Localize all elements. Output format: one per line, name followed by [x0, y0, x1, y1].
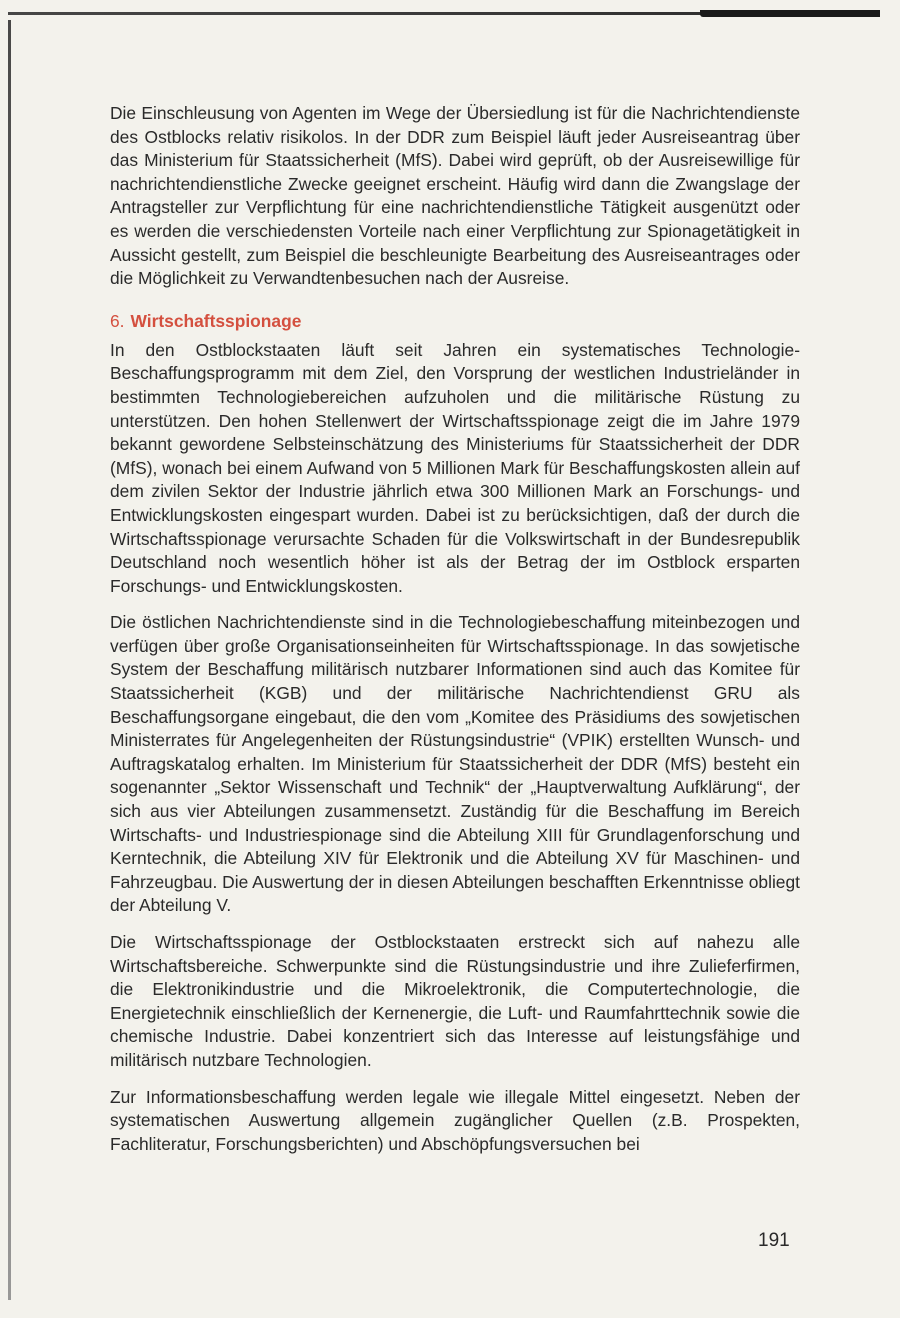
scan-edge-top-shadow: [700, 10, 880, 17]
section-title: Wirtschaftsspionage: [130, 310, 302, 331]
section-heading: [110, 309, 800, 333]
body-paragraph: Die Wirtschaftsspionage der Ostblockstaaten erstreckt sich auf nahezu alle Wirtschaftsbereiche. Schwerpunkte sind die Rüstungsindustrie und ihre Zulieferfirmen, die Elektronikindustrie und die Mikroelektronik, die Computertechnologie, die Energietechnik einschließlich der Kernenergie, die Luft- und Raumfahrttechnik sowie die chemische Industrie. Dabei konzentriert sich das Interesse auf leistungsfähige und militärisch nutzbare Technologien.: [110, 932, 800, 1070]
section-number: 6.: [110, 310, 125, 331]
body-paragraph: Zur Informationsbeschaffung werden legale wie illegale Mittel eingesetzt. Neben der systematischen Auswertung allgemein zugänglicher Quellen (z.B. Prospekten, Fachliteratur, Forschungsberichten) und Abschöpfungsversuchen bei: [110, 1086, 800, 1154]
body-paragraph: In den Ostblockstaaten läuft seit Jahren ein systematisches Technologie-Beschaffungsprogramm mit dem Ziel, den Vorsprung der westlichen Industrieländer in bestimmten Technologiebereichen aufzuholen und die militärische Rüstung zu unterstützen. Den hohen Stellenwert der Wirtschaftsspionage zeigt die im Jahre 1979 bekannt gewordene Selbsteinschätzung des Ministeriums für Staatssicherheit der DDR (MfS), wonach bei einem Aufwand von 5 Millionen Mark für Beschaffungskosten allein auf dem zivilen Sektor der Industrie jährlich etwa 300 Millionen Mark an Forschungs- und Entwicklungskosten eingespart wurden. Dabei ist zu berücksichtigen, daß der durch die Wirtschaftsspionage verursachte Schaden für die Volkswirtschaft in der Bundesrepublik Deutschland noch wesentlich höher ist als der Betrag der im Ostblock ersparten Forschungs- und Entwicklungskosten.: [110, 339, 800, 596]
intro-paragraph: Die Einschleusung von Agenten im Wege der Übersiedlung ist für die Nachrichtendienste des Ostblocks relativ risikolos. In der DDR zum Beispiel läuft jeder Ausreiseantrag über das Ministerium für Staatssicherheit (MfS). Dabei wird geprüft, ob der Ausreisewillige für nachrichtendienstliche Zwecke geeignet erscheint. Häufig wird dann die Zwangslage der Antragsteller zur Verpflichtung für eine nachrichtendienstliche Tätigkeit ausgenützt oder es werden die verschiedensten Vorteile nach einer Verpflichtung zur Spionagetätigkeit in Aussicht gestellt, zum Beispiel die beschleunigte Bearbeitung des Ausreiseantrages oder die Möglichkeit zu Verwandtenbesuchen nach der Ausreise.: [110, 103, 800, 289]
page-number: 191: [758, 1230, 790, 1251]
page-body: [110, 102, 800, 1169]
body-paragraph: Die östlichen Nachrichtendienste sind in die Technologiebeschaffung miteinbezogen und verfügen über große Organisationseinheiten für Wirtschaftsspionage. In das sowjetische System der Beschaffung militärisch nutzbarer Informationen sind auch das Komitee für Staatssicherheit (KGB) und der militärische Nachrichtendienst GRU als Beschaffungsorgane eingebaut, die den vom „Komitee des Präsidiums des sowjetischen Ministerrates für Angelegenheiten der Rüstungsindustrie“ (VPIK) erstellten Wunsch- und Auftragskatalog erhalten. Im Ministerium für Staatssicherheit der DDR (MfS) besteht ein sogenannter „Sektor Wissenschaft und Technik“ der „Hauptverwaltung Aufklärung“, der sich aus vier Abteilungen zusammensetzt. Zuständig für die Beschaffung im Bereich Wirtschafts- und Industriespionage sind die Abteilung XIII für Grundlagenforschung und Kerntechnik, die Abteilung XIV für Elektronik und die Abteilung XV für Maschinen- und Fahrzeugbau. Die Auswertung der in diesen Abteilungen beschafften Erkenntnisse obliegt der Abteilung V.: [110, 612, 800, 916]
scan-edge-left: [8, 20, 11, 1300]
